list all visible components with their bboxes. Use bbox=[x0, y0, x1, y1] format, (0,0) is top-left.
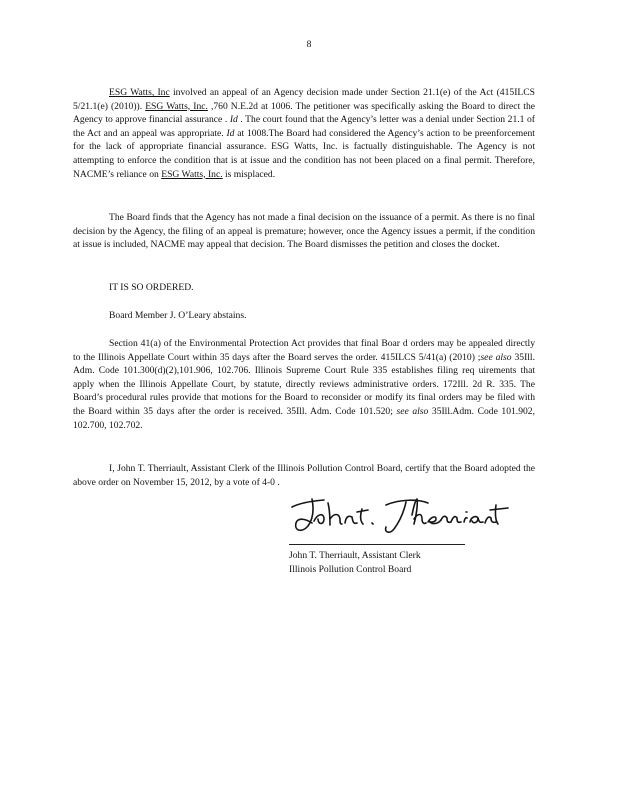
paragraph-appeal-rights: Section 41(a) of the Environmental Protection Act provides that final Boar d orders may be appealed directly to the Illinois Appellate Court within 35 days after the Board serves the order. 415ILCS 5/41(a) (2010) ;see also 35Ill. Adm. Code 101.300(d)(2),101.906, 102.706. Illinois Supreme Court Rule 335 establishes filing req uirements that apply when the Illinois Appellate Court, by statute, directly reviews administrative orders. 172Ill. 2d R. 335. The Board’s procedural rules provide that motions for the Board to reconsider or modify its final orders may be filed with the Board within 35 days after the order is received. 35Ill. Adm. Code 101.520; see also 35Ill.Adm. Code 101.902, 102.700, 102.702. bbox=[73, 338, 535, 431]
page-number: 8 bbox=[306, 39, 312, 50]
id-citation: Id bbox=[226, 127, 235, 139]
signer-organization: Illinois Pollution Control Board bbox=[289, 563, 412, 575]
signature-line bbox=[289, 544, 465, 545]
id-citation: Id bbox=[229, 114, 238, 126]
paragraph-esg-watts: ESG Watts, Inc involved an appeal of an Agency decision made under Section 21.1(e) of the Act (415ILCS 5/21.1(e) (2010)). ESG Watts, Inc. ,760 N.E.2d at 1006. The petitioner was specifically asking the Board to direct the Agency to approve financial assurance . Id . The court found that the Agency’s letter was a denial under Section 21.1 of the Act and an appeal was appropriate. Id at 1008.The Board had considered the Agency’s action to be preenforcement for the lack of appropriate financial assurance. ESG Watts, Inc. is factually distinguishable. The Agency is not attempting to enforce the condition that is at issue and the condition has not been placed on a final permit. Therefore, NACME’s reliance on ESG Watts, Inc. is misplaced. bbox=[73, 87, 536, 180]
see-also-signal: see also bbox=[480, 351, 512, 363]
abstention-note: Board Member J. O’Leary abstains. bbox=[109, 310, 247, 321]
signer-name-title: John T. Therriault, Assistant Clerk bbox=[289, 550, 421, 561]
so-ordered: IT IS SO ORDERED. bbox=[109, 282, 194, 293]
signature-block bbox=[289, 549, 519, 577]
handwritten-signature bbox=[290, 493, 510, 537]
case-citation: ESG Watts, Inc. bbox=[145, 100, 208, 112]
certification-paragraph: I, John T. Therriault, Assistant Clerk of the Illinois Pollution Control Board, certify that the Board adopted the above order on November 15, 2012, by a vote of 4-0 . bbox=[73, 463, 535, 488]
case-citation: ESG Watts, Inc. bbox=[161, 168, 223, 180]
see-also-signal: see also bbox=[396, 405, 429, 417]
paragraph-board-finds: The Board finds that the Agency has not made a final decision on the issuance of a permit. As there is no final decision by the Agency, the filing of an appeal is premature; however, once the Agency issues a permit, if the condition at issue is included, NACME may appeal that decision. The Board dismisses the petition and closes the docket. bbox=[73, 212, 535, 251]
case-citation: ESG Watts, Inc bbox=[109, 87, 170, 98]
